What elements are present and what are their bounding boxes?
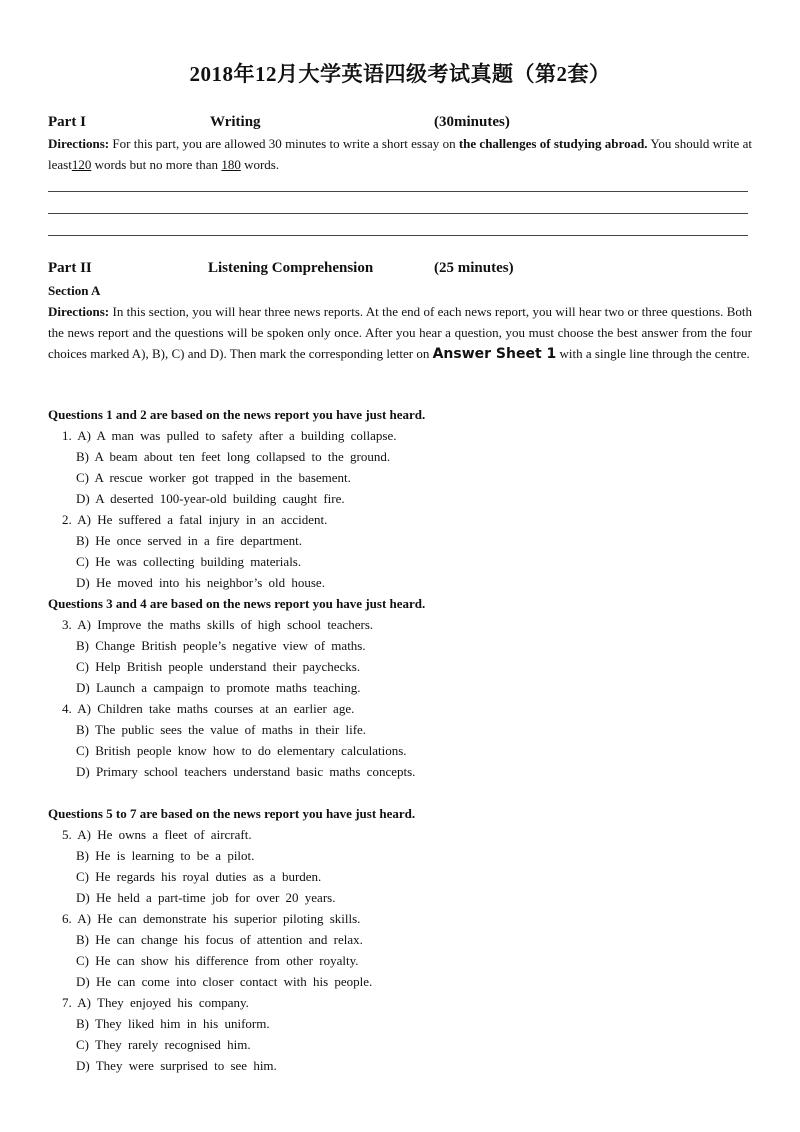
question-number: 3. xyxy=(62,617,72,632)
section-a-label: Section A xyxy=(48,283,101,298)
writing-line-2 xyxy=(48,213,748,214)
q2-option-b[interactable]: B) He once served in a fire department. xyxy=(76,533,303,548)
q6-option-c[interactable]: C) He can show his difference from other royalty. xyxy=(76,953,359,968)
part1-name: Writing xyxy=(210,114,261,130)
question-number: 5. xyxy=(62,827,72,842)
answer-sheet-label: Answer Sheet 1 xyxy=(432,346,557,362)
group-3-heading: Questions 5 to 7 are based on the news report you have just heard. xyxy=(48,806,416,821)
q6-option-a[interactable]: 6. A) He can demonstrate his superior piloting skills. xyxy=(62,911,361,926)
part1-directions-mid1: You should write at least xyxy=(48,136,752,172)
q1-option-a[interactable]: 1. A) A man was pulled to safety after a building collapse. xyxy=(62,428,397,443)
q4-option-a[interactable]: 4. A) Children take maths courses at an earlier age. xyxy=(62,701,355,716)
part2-directions-label: Directions: xyxy=(48,304,110,319)
q7-option-d[interactable]: D) They were surprised to see him. xyxy=(76,1058,277,1073)
q1-option-c[interactable]: C) A rescue worker got trapped in the basement. xyxy=(76,470,351,485)
q5-option-b[interactable]: B) He is learning to be a pilot. xyxy=(76,848,255,863)
part1-topic: the challenges of studying abroad. xyxy=(458,136,648,151)
part1-time: (30minutes) xyxy=(434,114,510,130)
q7-option-a[interactable]: 7. A) They enjoyed his company. xyxy=(62,995,249,1010)
question-number: 7. xyxy=(62,995,72,1010)
q6-option-b[interactable]: B) He can change his focus of attention and relax. xyxy=(76,932,363,947)
max-words: 180 xyxy=(221,157,241,172)
q3-option-d[interactable]: D) Launch a campaign to promote maths teaching. xyxy=(76,680,361,695)
group-1-heading: Questions 1 and 2 are based on the news report you have just heard. xyxy=(48,407,426,422)
q4-option-c[interactable]: C) British people know how to do elementary calculations. xyxy=(76,743,407,758)
part1-header xyxy=(48,114,768,134)
part1-label: Part I xyxy=(48,114,86,130)
part2-directions-end: with a single line through the centre. xyxy=(559,346,750,361)
part1-directions-mid2: words but no more than xyxy=(94,157,219,172)
q3-option-b[interactable]: B) Change British people’s negative view of maths. xyxy=(76,638,366,653)
writing-line-3 xyxy=(48,235,748,236)
q5-option-a[interactable]: 5. A) He owns a fleet of aircraft. xyxy=(62,827,252,842)
q5-option-c[interactable]: C) He regards his royal duties as a burden. xyxy=(76,869,322,884)
part1-directions xyxy=(48,133,752,175)
part2-label: Part II xyxy=(48,260,92,276)
q2-option-a[interactable]: 2. A) He suffered a fatal injury in an accident. xyxy=(62,512,328,527)
q4-option-d[interactable]: D) Primary school teachers understand basic maths concepts. xyxy=(76,764,416,779)
part2-time: (25 minutes) xyxy=(434,260,514,276)
group-2-heading: Questions 3 and 4 are based on the news report you have just heard. xyxy=(48,596,426,611)
writing-line-1 xyxy=(48,191,748,192)
min-words: 120 xyxy=(71,157,92,172)
question-number: 4. xyxy=(62,701,72,716)
part1-directions-label: Directions: xyxy=(48,136,110,151)
q6-option-d[interactable]: D) He can come into closer contact with his people. xyxy=(76,974,373,989)
q4-option-b[interactable]: B) The public sees the value of maths in their life. xyxy=(76,722,367,737)
part2-name: Listening Comprehension xyxy=(208,260,374,276)
question-number: 2. xyxy=(62,512,72,527)
part2-directions-text: In this section, you will hear three news reports. At the end of each news report, you will hear two or three questions. Both the news report and the questions will be spoken only once. After you hear a question, you must choose the best answer from the four choices marked A), B), C) and D). Then mark the corresponding letter on xyxy=(48,304,753,361)
question-number: 6. xyxy=(62,911,72,926)
q5-option-d[interactable]: D) He held a part-time job for over 20 years. xyxy=(76,890,336,905)
q7-option-c[interactable]: C) They rarely recognised him. xyxy=(76,1037,251,1052)
question-number: 1. xyxy=(62,428,72,443)
part1-directions-end: words. xyxy=(244,157,280,172)
part1-directions-pre: For this part, you are allowed 30 minutes to write a short essay on xyxy=(112,136,456,151)
q1-option-d[interactable]: D) A deserted 100-year-old building caught fire. xyxy=(76,491,345,506)
q2-option-c[interactable]: C) He was collecting building materials. xyxy=(76,554,302,569)
part2-directions xyxy=(48,301,752,365)
q3-option-c[interactable]: C) Help British people understand their paychecks. xyxy=(76,659,361,674)
q2-option-d[interactable]: D) He moved into his neighbor’s old house. xyxy=(76,575,325,590)
page-title: 2018年12月大学英语四级考试真题（第2套） xyxy=(189,62,611,86)
q7-option-b[interactable]: B) They liked him in his uniform. xyxy=(76,1016,270,1031)
part2-header xyxy=(48,260,768,280)
q3-option-a[interactable]: 3. A) Improve the maths skills of high school teachers. xyxy=(62,617,374,632)
q1-option-b[interactable]: B) A beam about ten feet long collapsed to the ground. xyxy=(76,449,391,464)
